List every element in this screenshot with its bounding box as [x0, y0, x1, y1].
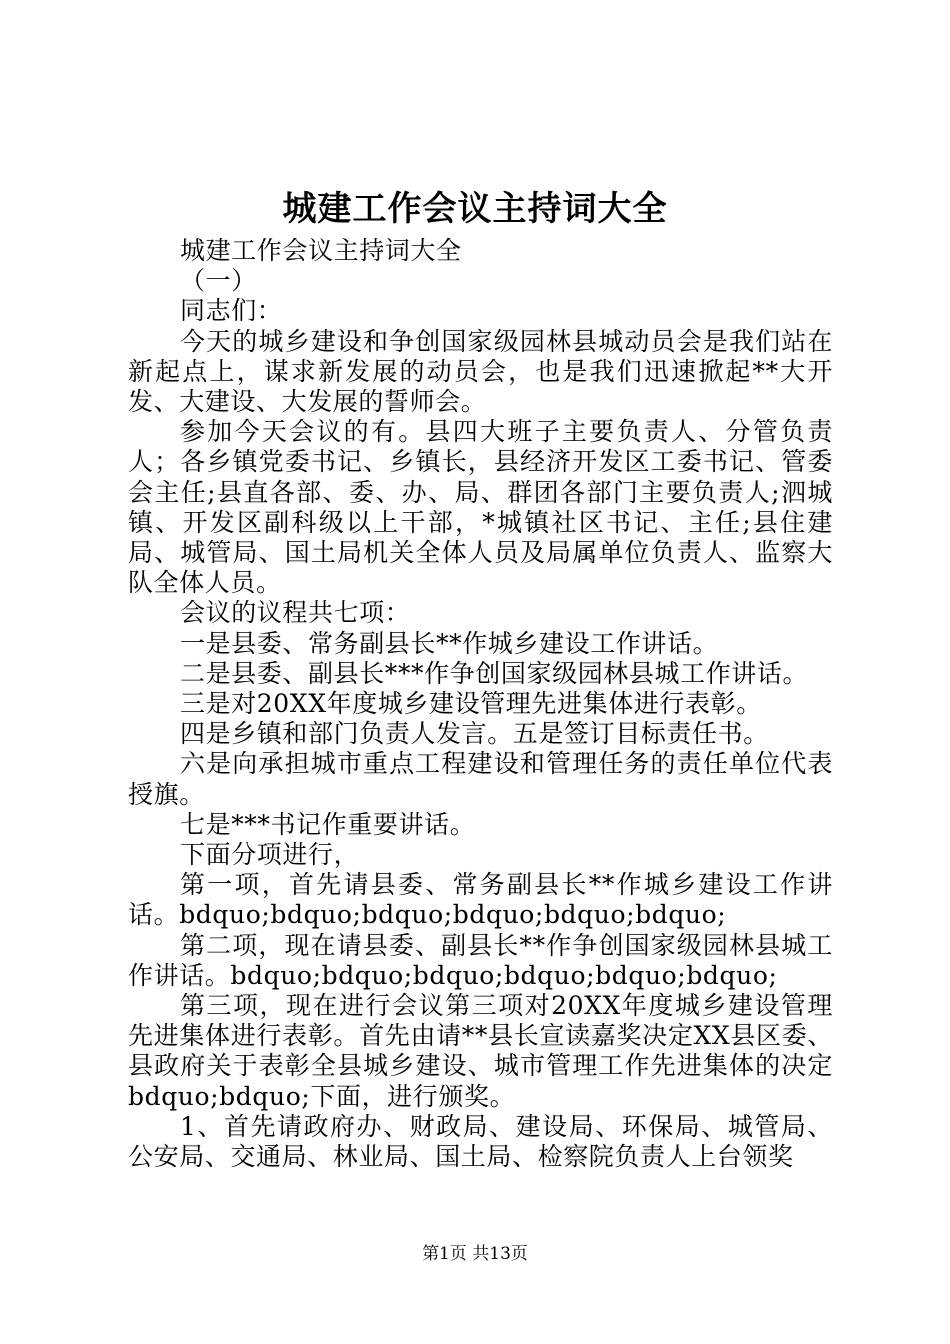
paragraph: 参加今天会议的有。县四大班子主要负责人、分管负责人；各乡镇党委书记、乡镇长，县经济开发区工委书记、管委会主任;县直各部、委、办、局、群团各部门主要负责人;泗城镇、开发区副科级以上干部，*城镇社区书记、主任;县住建局、城管局、国土局机关全体人员及局属单位负责人、监察大队全体人员。: [128, 417, 833, 598]
paragraph: 第三项，现在进行会议第三项对20XX年度城乡建设管理先进集体进行表彰。首先由请**县长宣读嘉奖决定XX县区委、县政府关于表彰全县城乡建设、城市管理工作先进集体的决定bdquo;bdquo;下面，进行颁奖。: [128, 991, 833, 1111]
paragraph: 四是乡镇和部门负责人发言。五是签订目标责任书。: [180, 719, 769, 749]
paragraph: 今天的城乡建设和争创国家级园林县城动员会是我们站在新起点上，谋求新发展的动员会，也是我们迅速掀起**大开发、大建设、大发展的誓师会。: [128, 326, 833, 417]
paragraph: 三是对20XX年度城乡建设管理先进集体进行表彰。: [180, 689, 762, 719]
paragraph: 同志们：: [180, 296, 283, 326]
document-body: [128, 236, 833, 1172]
paragraph: 1、首先请政府办、财政局、建设局、环保局、城管局、公安局、交通局、林业局、国土局、检察院负责人上台领奖: [128, 1111, 833, 1172]
paragraph: 一是县委、常务副县长**作城乡建设工作讲话。: [180, 628, 719, 658]
page-number-footer: 第1页 共13页: [422, 1244, 528, 1264]
paragraph: 二是县委、副县长***作争创国家级园林县城工作讲话。: [180, 658, 809, 688]
paragraph: 第二项，现在请县委、副县长**作争创国家级园林县城工作讲话。bdquo;bdquo;bdquo;bdquo;bdquo;bdquo;: [128, 930, 833, 990]
document-title: 城建工作会议主持词大全: [282, 189, 668, 229]
paragraph: 第一项，首先请县委、常务副县长**作城乡建设工作讲话。bdquo;bdquo;bdquo;bdquo;bdquo;bdquo;: [128, 870, 833, 930]
paragraph: 下面分项进行，: [180, 840, 360, 870]
paragraph: 城建工作会议主持词大全: [180, 236, 462, 265]
paragraph: （一）: [180, 266, 257, 296]
paragraph: 六是向承担城市重点工程建设和管理任务的责任单位代表授旗。: [128, 749, 833, 809]
paragraph: 会议的议程共七项：: [180, 598, 411, 628]
paragraph: 七是***书记作重要讲话。: [180, 809, 476, 839]
